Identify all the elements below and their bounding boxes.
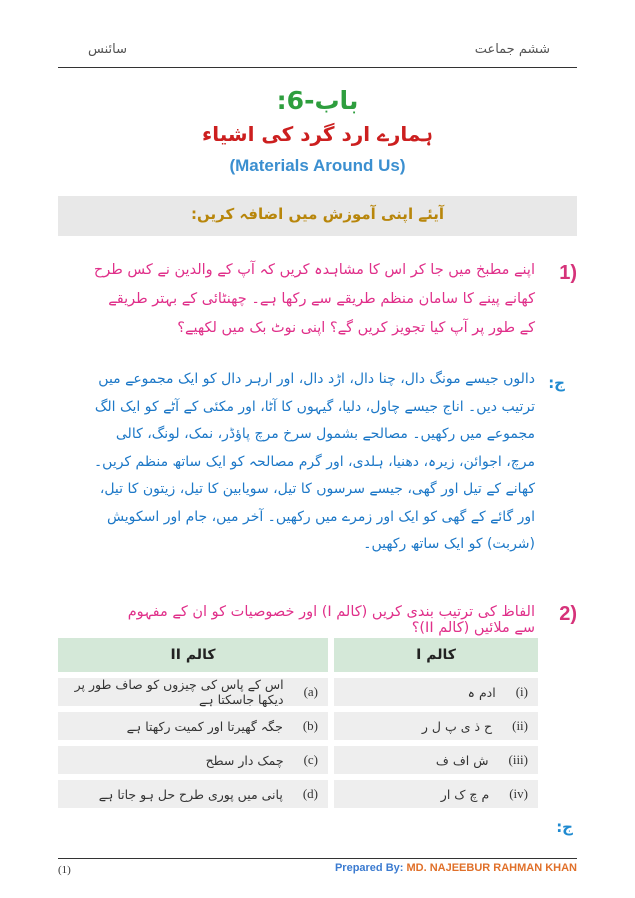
row-label: (iii) bbox=[508, 752, 528, 767]
row-label: (c) bbox=[303, 752, 318, 767]
row-text: چمک دار سطح bbox=[205, 752, 284, 768]
question-2-text: الفاظ کی ترتیب بندی کریں (کالم I) اور خصوصیات کو ان کے مفہوم سے ملائیں (کالم II)؟ bbox=[127, 604, 535, 636]
header-class: ششم جماعت bbox=[474, 42, 550, 57]
chapter-title-english: (Materials Around Us) bbox=[229, 156, 406, 175]
answer-2-label: ج: bbox=[556, 818, 573, 836]
answer-1-text: دالوں جیسے مونگ دال، چنا دال، اڑد دال، اور ارہر دال کو ایک مجموعے میں ترتیب دیں۔ اناج جیسے چاول، دلیا، گیہوں کا آٹا، اور مکئی کے آٹے کو ایک الگ مجموعے میں رکھیں۔ مصالحے بشمول سرخ مرچ پاؤڈر، نمک، لونگ، کالی مرچ، اجوائن، زیرہ، دھنیا، ہلدی، اور گرم مصالحہ کو ایک ساتھ منظم کریں۔ کھانے کے تیل اور گھی، جیسے سرسوں کا تیل، سویابین کا تیل، زیتون کا تیل، اور گائے کے گھی کو ایک اور زمرے میں رکھیں۔ آخر میں، جام اور اسکویش (شربت) کو ایک ساتھ رکھیں۔ bbox=[93, 371, 535, 552]
chapter-title-urdu: ہمارے ارد گرد کی اشیاء bbox=[202, 122, 433, 146]
row-text: م چ ک ار bbox=[440, 786, 490, 802]
row-text: اس کے پاس کی چیزوں کو صاف طور پر دیکھا جاسکتا ہے bbox=[74, 677, 284, 707]
column-1-row bbox=[334, 780, 538, 808]
chapter-number: باب-6: bbox=[276, 86, 359, 115]
author-name: MD. NAJEEBUR RAHMAN KHAN bbox=[406, 862, 577, 874]
footer-divider bbox=[58, 858, 577, 859]
column-2 bbox=[58, 638, 328, 808]
row-label: (d) bbox=[302, 786, 318, 801]
column-2-row bbox=[58, 746, 328, 774]
row-label: (b) bbox=[302, 718, 318, 733]
row-text: ادم ہ bbox=[467, 684, 496, 700]
question-1-number: 1) bbox=[559, 262, 577, 284]
column-2-header: کالم II bbox=[58, 638, 328, 672]
row-label: (i) bbox=[515, 684, 528, 699]
answer-1-label: ج: bbox=[548, 374, 565, 392]
column-2-row bbox=[58, 780, 328, 808]
footer-credit bbox=[335, 862, 577, 874]
column-1-row bbox=[334, 678, 538, 706]
column-1-row bbox=[334, 746, 538, 774]
question-2-number: 2) bbox=[559, 603, 577, 625]
column-1-header: کالم I bbox=[334, 638, 538, 672]
prepared-by-label: Prepared By: bbox=[334, 862, 404, 874]
row-label: (a) bbox=[303, 684, 318, 699]
page-number: (1) bbox=[58, 864, 71, 876]
column-1-row bbox=[334, 712, 538, 740]
row-text: پانی میں پوری طرح حل ہو جاتا ہے bbox=[98, 786, 283, 802]
row-label: (ii) bbox=[512, 718, 528, 733]
column-2-row bbox=[58, 712, 328, 740]
column-1 bbox=[334, 638, 538, 808]
section-banner-text: آیئے اپنی آموزش میں اضافہ کریں: bbox=[190, 205, 444, 223]
row-text: ش اف ف bbox=[435, 752, 489, 768]
question-1-text: اپنے مطبخ میں جا کر اس کا مشاہدہ کریں کہ آپ کے والدین نے کس طرح کھانے پینے کا سامان منظم طریقے سے رکھا ہے۔ چھنٹائی کے بہتر طریقے کے طور پر آپ کیا تجویز کریں گے؟ اپنی نوٹ بک میں لکھیے؟ bbox=[93, 262, 535, 336]
header-divider bbox=[58, 67, 577, 68]
row-label: (iv) bbox=[509, 786, 528, 801]
row-text: ح ذ ی پ ل ر bbox=[421, 718, 493, 734]
row-text: جگہ گھیرتا اور کمیت رکھتا ہے bbox=[126, 718, 283, 734]
column-2-row bbox=[58, 678, 328, 706]
matching-table bbox=[58, 638, 538, 810]
header-subject: سائنس bbox=[88, 42, 127, 57]
